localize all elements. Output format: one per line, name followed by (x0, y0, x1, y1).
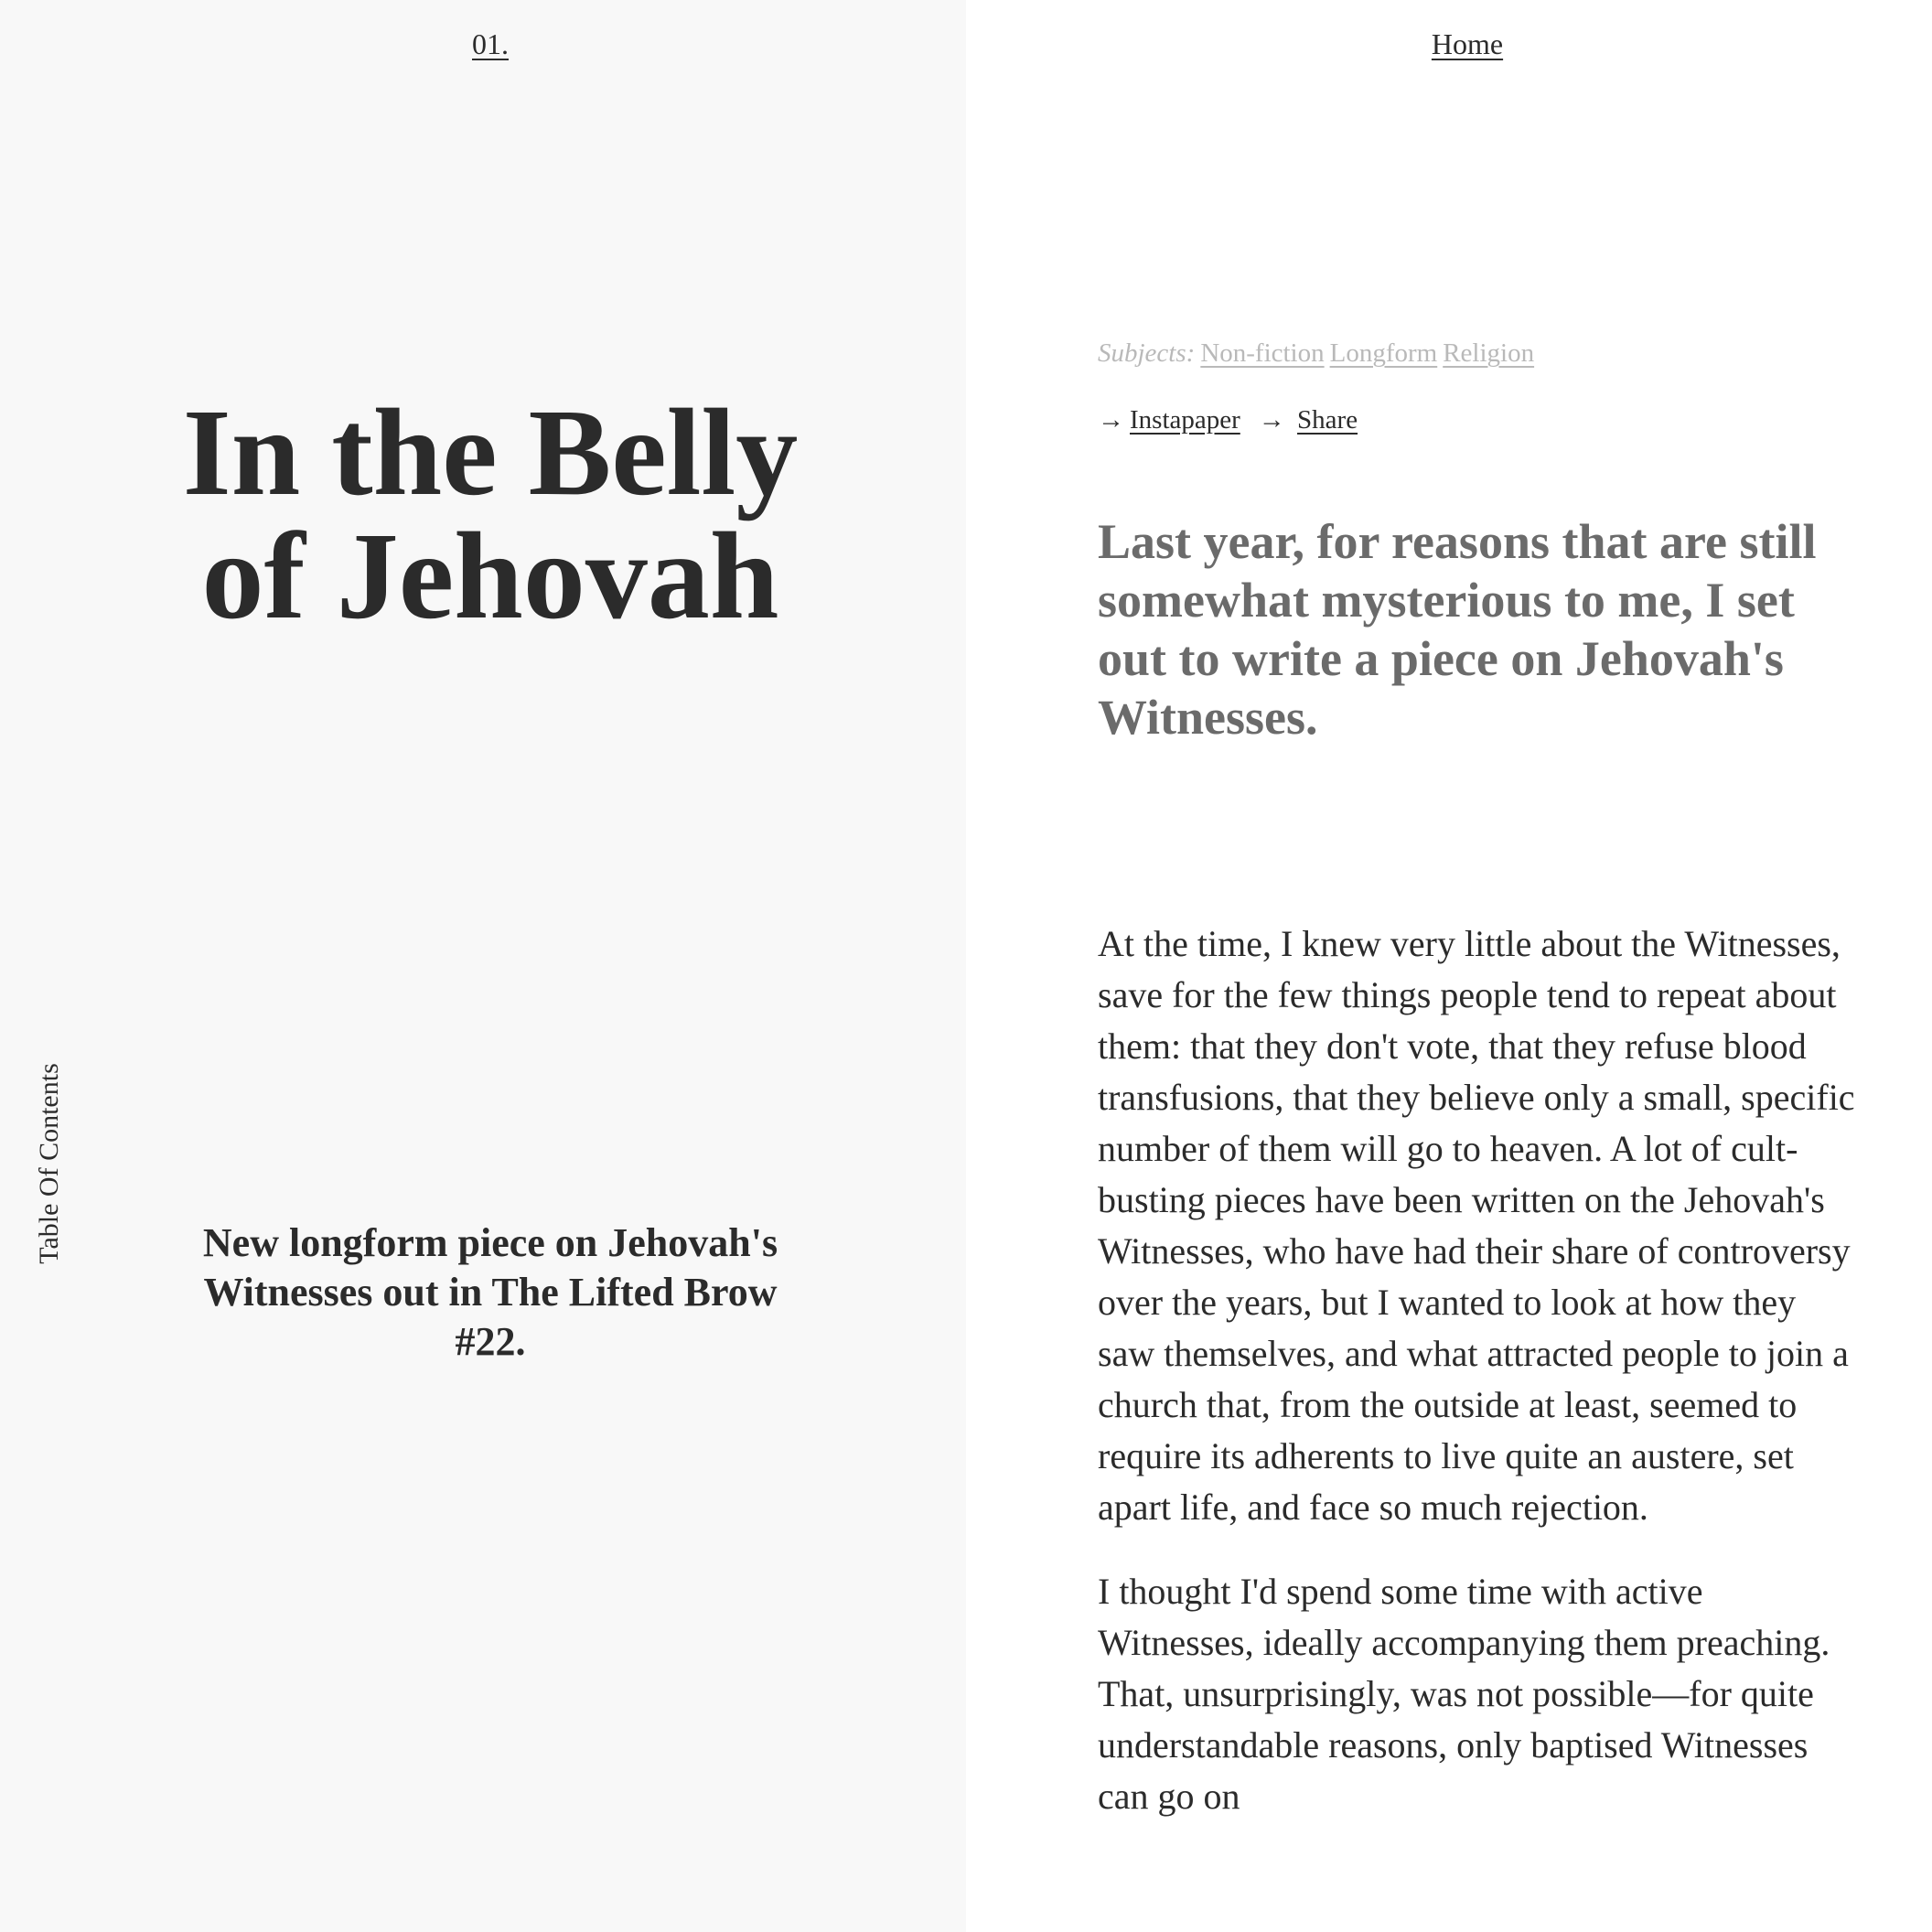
arrow-right-icon: → (1098, 405, 1124, 435)
body-paragraph: I thought I'd spend some time with active Witnesses, ideally accompanying them preaching. That, unsurprisingly, was not possible—for quite understandable reasons, only baptised Witnesses can go on (1098, 1571, 1830, 1817)
article-lede: Last year, for reasons that are still somewhat mysterious to me, I set out to write a piece on Jehovah's Witnesses. (1098, 514, 1817, 745)
article-body (1098, 918, 1857, 1855)
issue-number-link[interactable]: 01. (472, 27, 509, 60)
subject-tag-longform[interactable]: Longform (1329, 338, 1438, 368)
body-paragraph: At the time, I knew very little about the Witnesses, save for the few things people tend to repeat about them: that they don't vote, that they refuse blood transfusions, that they believe only a small, specific number of them will go to heaven. A lot of cult-busting pieces have been written on the Jehovah's Witnesses, who have had their share of controversy over the years, but I wanted to look at how they saw themselves, and what attracted people to join a church that, from the outside at least, seemed to require its adherents to live quite an austere, set apart life, and face so much rejection. (1098, 923, 1855, 1528)
home-link[interactable]: Home (1431, 27, 1504, 60)
table-of-contents-link[interactable]: Table Of Contents (34, 1063, 64, 1264)
share-actions (1098, 405, 1358, 435)
article-title: In the Belly of Jehovah (182, 384, 799, 645)
subject-tag-nonfiction[interactable]: Non-fiction (1200, 338, 1325, 368)
share-link[interactable]: Share (1297, 405, 1358, 435)
subjects-row (1098, 338, 1540, 369)
subjects-label: Subjects: (1098, 338, 1196, 368)
article-subtitle: New longform piece on Jehovah's Witnesses out in The Lifted Brow #22. (202, 1220, 778, 1364)
content-panel (966, 0, 1932, 1932)
arrow-right-icon: → (1258, 405, 1285, 435)
instapaper-link[interactable]: Instapaper (1130, 405, 1240, 435)
subject-tag-religion[interactable]: Religion (1443, 338, 1535, 368)
